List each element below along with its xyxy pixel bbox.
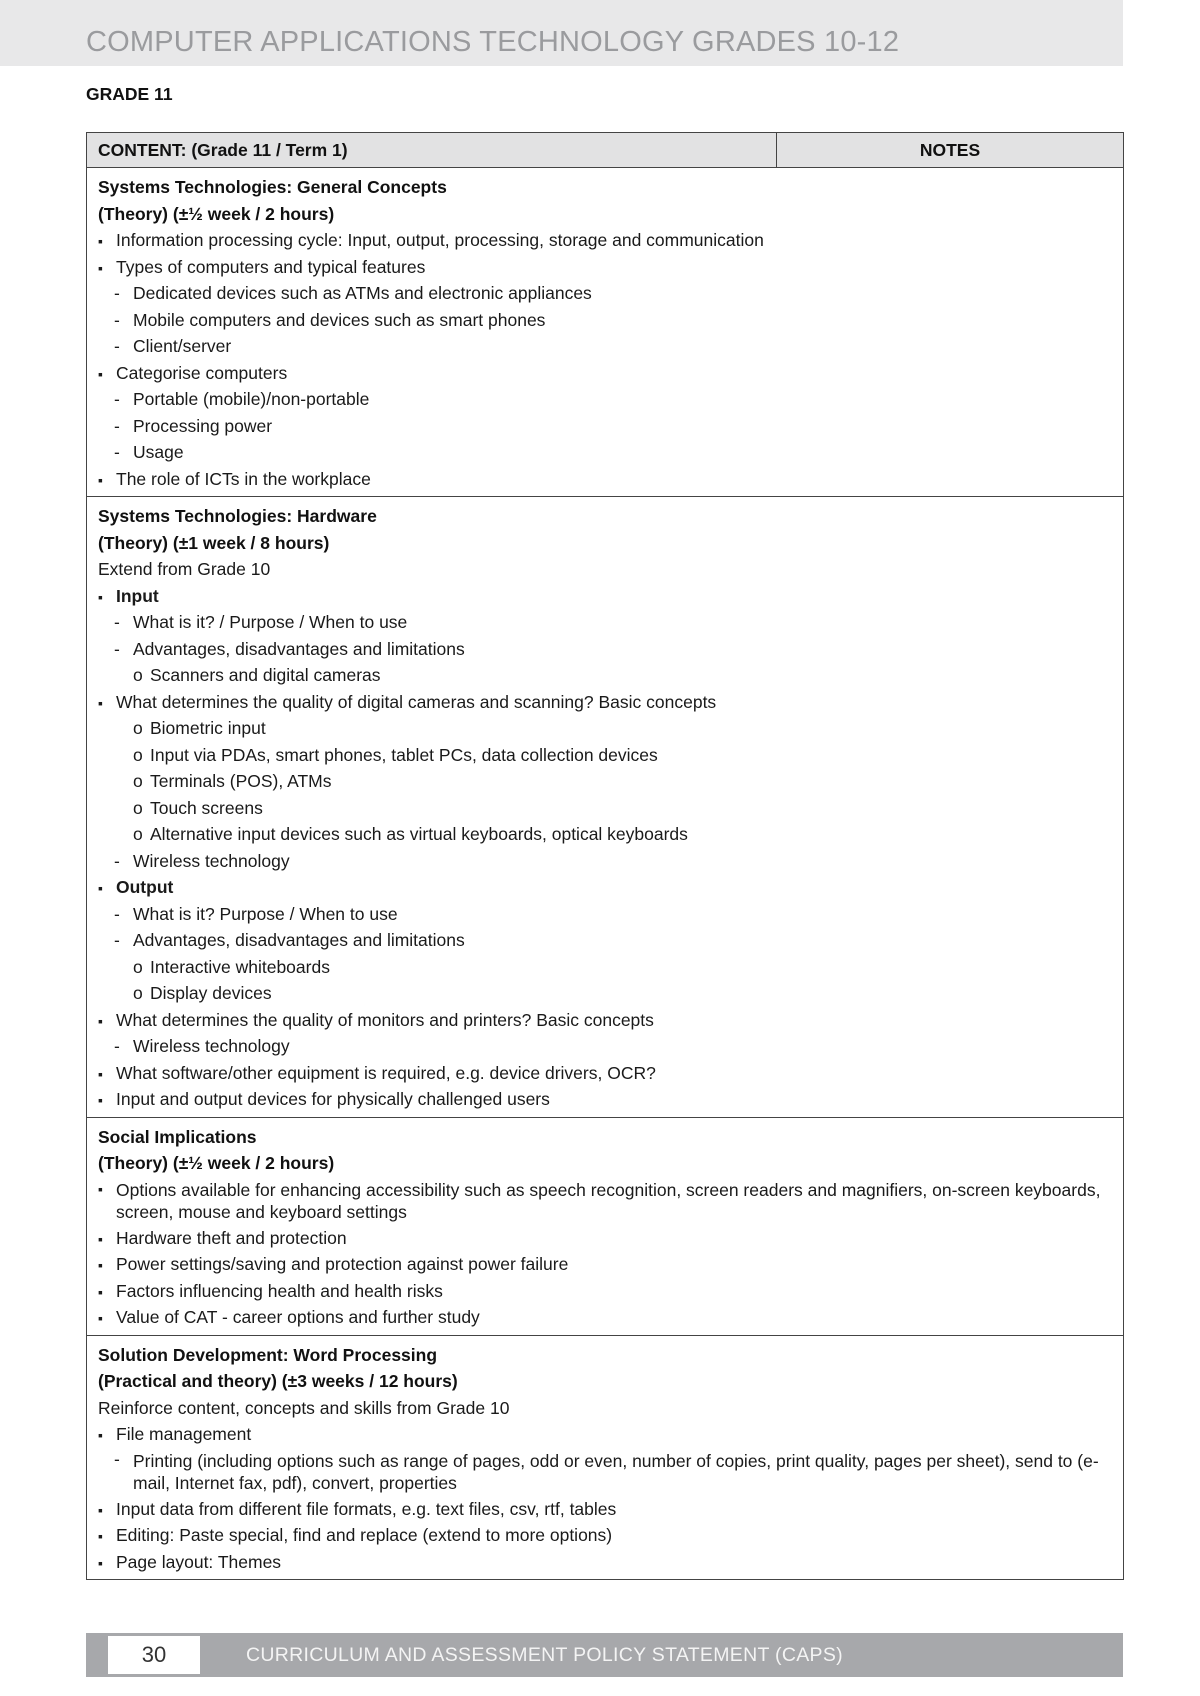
list-item	[98, 1304, 1113, 1331]
list-item	[98, 1007, 1113, 1034]
list-item	[98, 821, 1113, 848]
list-item	[98, 954, 1113, 981]
grade-heading: GRADE 11	[86, 84, 173, 104]
list-item-text: Information processing cycle: Input, output, processing, storage and communication	[116, 230, 764, 250]
dash-marker: -	[114, 850, 120, 871]
list-item-text: Output	[116, 877, 174, 897]
bullet-marker: ▪	[98, 588, 103, 605]
list-item	[98, 307, 1113, 334]
list-item-text: Usage	[133, 442, 184, 462]
list-item	[98, 1033, 1113, 1060]
list-item	[98, 280, 1113, 307]
list-item-text: Input	[116, 585, 159, 606]
dash-marker: -	[114, 1036, 120, 1056]
bullet-marker: ▪	[98, 1528, 103, 1544]
circle-marker: o	[133, 797, 143, 818]
bullet-marker: ▪	[98, 880, 103, 896]
bullet-marker: ▪	[98, 1427, 103, 1443]
section-title: Social Implications	[98, 1126, 257, 1147]
footer-text: CURRICULUM AND ASSESSMENT POLICY STATEMENT (CAPS)	[246, 1644, 843, 1666]
bullet-marker: ▪	[98, 1230, 103, 1247]
list-item	[98, 742, 1113, 769]
bullet-marker: ▪	[98, 1180, 103, 1197]
list-item-text: Client/server	[133, 336, 232, 356]
list-item	[98, 333, 1113, 360]
list-item	[98, 689, 1113, 716]
dash-marker: -	[114, 638, 120, 659]
table-header-row	[87, 133, 1124, 168]
list-item-text: Factors influencing health and health risks	[116, 1280, 443, 1301]
bullet-marker: ▪	[98, 1310, 103, 1326]
circle-marker: o	[133, 665, 143, 685]
list-item-text: Types of computers and typical features	[116, 256, 426, 277]
section-title: Systems Technologies: General Concepts	[98, 177, 447, 197]
column-header-content: CONTENT: (Grade 11 / Term 1)	[87, 133, 777, 168]
list-item	[98, 795, 1113, 822]
list-item	[98, 386, 1113, 413]
list-item-text: What software/other equipment is required, e.g. device drivers, OCR?	[116, 1062, 656, 1083]
list-item-text: Display devices	[150, 983, 272, 1003]
list-item-text: Printing (including options such as range of pages, odd or even, number of copies, print quality, pages per sheet), send to (e-mail, Internet fax, pdf), convert, properties	[133, 1450, 1099, 1493]
list-item	[98, 715, 1113, 742]
list-item-text: What is it? Purpose / When to use	[133, 903, 398, 924]
list-item-text: Options available for enhancing accessibility such as speech recognition, screen readers and magnifiers, on-screen keyboards, screen, mouse and keyboard settings	[116, 1179, 1101, 1222]
document-title: COMPUTER APPLICATIONS TECHNOLOGY GRADES 10-12	[86, 26, 900, 58]
list-item-text: What is it? / Purpose / When to use	[133, 612, 408, 632]
section-intro: Extend from Grade 10	[98, 559, 271, 579]
circle-marker: o	[133, 771, 143, 791]
list-item-text: What determines the quality of digital cameras and scanning? Basic concepts	[116, 691, 717, 712]
section-title: Systems Technologies: Hardware	[98, 506, 377, 526]
dash-marker: -	[114, 930, 120, 950]
list-item	[98, 1522, 1113, 1549]
list-item-text: Advantages, disadvantages and limitations	[133, 638, 465, 659]
section-intro: Reinforce content, concepts and skills from Grade 10	[98, 1397, 510, 1418]
circle-marker: o	[133, 718, 143, 738]
list-item	[98, 1251, 1113, 1278]
dash-marker: -	[114, 612, 120, 632]
list-item	[98, 583, 1113, 610]
list-item-text: Processing power	[133, 415, 273, 436]
section-cell	[87, 1117, 1124, 1335]
list-item-text: The role of ICTs in the workplace	[116, 468, 371, 489]
section-cell	[87, 168, 1124, 497]
list-item	[98, 439, 1113, 466]
header-band	[0, 0, 1123, 66]
list-item	[98, 662, 1113, 689]
bullet-marker: ▪	[98, 259, 103, 276]
list-item-text: Terminals (POS), ATMs	[150, 771, 332, 791]
list-item	[98, 848, 1113, 875]
section-subtitle: (Theory) (±½ week / 2 hours)	[98, 203, 335, 224]
list-item-text: Touch screens	[150, 797, 263, 818]
page-number: 30	[108, 1636, 200, 1674]
bullet-marker: ▪	[98, 1501, 103, 1518]
dash-marker: -	[114, 415, 120, 436]
section-cell	[87, 497, 1124, 1118]
list-item-text: Wireless technology	[133, 850, 290, 871]
list-item	[98, 413, 1113, 440]
list-item	[98, 1225, 1113, 1252]
table-row	[87, 1335, 1124, 1580]
dash-marker: -	[114, 903, 120, 924]
table-row	[87, 168, 1124, 497]
dash-marker: -	[114, 336, 120, 356]
list-item	[98, 927, 1113, 954]
column-header-notes: NOTES	[777, 133, 1124, 168]
list-item	[98, 360, 1113, 387]
section-subtitle: (Theory) (±½ week / 2 hours)	[98, 1153, 335, 1173]
list-item	[98, 254, 1113, 281]
list-item-text: Input via PDAs, smart phones, tablet PCs, data collection devices	[150, 744, 658, 765]
list-item-text: Advantages, disadvantages and limitations	[133, 930, 465, 950]
dash-marker: -	[114, 309, 120, 330]
list-item-text: Categorise computers	[116, 362, 288, 383]
bullet-marker: ▪	[98, 233, 103, 249]
dash-marker: -	[114, 389, 120, 409]
table-row	[87, 1117, 1124, 1335]
list-item	[98, 1496, 1113, 1523]
list-item-text: Interactive whiteboards	[150, 956, 330, 977]
list-item-text: Mobile computers and devices such as smart phones	[133, 309, 546, 330]
list-item	[98, 636, 1113, 663]
bullet-marker: ▪	[98, 1554, 103, 1571]
list-item-text: Input data from different file formats, e.g. text files, csv, rtf, tables	[116, 1498, 617, 1519]
list-item-text: Wireless technology	[133, 1036, 290, 1056]
list-item-text: Power settings/saving and protection against power failure	[116, 1254, 569, 1274]
bullet-marker: ▪	[98, 1092, 103, 1108]
bullet-marker: ▪	[98, 365, 103, 382]
list-item-text: Editing: Paste special, find and replace (extend to more options)	[116, 1525, 613, 1545]
list-item	[98, 609, 1113, 636]
list-item-text: Biometric input	[150, 718, 266, 738]
list-item-text: Value of CAT - career options and further study	[116, 1307, 480, 1327]
list-item	[98, 1421, 1113, 1448]
list-item	[98, 1086, 1113, 1113]
circle-marker: o	[133, 983, 143, 1003]
list-item	[98, 901, 1113, 928]
footer-band	[86, 1633, 1123, 1677]
list-item	[98, 466, 1113, 493]
list-item-text: Dedicated devices such as ATMs and electronic appliances	[133, 283, 592, 303]
list-item	[98, 768, 1113, 795]
circle-marker: o	[133, 956, 143, 977]
bullet-marker: ▪	[98, 694, 103, 711]
list-item	[98, 227, 1113, 254]
circle-marker: o	[133, 744, 143, 765]
list-item	[98, 1177, 1113, 1225]
section-title: Solution Development: Word Processing	[98, 1344, 438, 1365]
bullet-marker: ▪	[98, 1283, 103, 1300]
content-table	[86, 132, 1124, 1580]
dash-marker: -	[114, 283, 120, 303]
section-subtitle: (Theory) (±1 week / 8 hours)	[98, 532, 330, 553]
list-item	[98, 874, 1113, 901]
bullet-marker: ▪	[98, 1257, 103, 1273]
dash-marker: -	[114, 442, 120, 462]
dash-marker: -	[114, 1448, 120, 1469]
bullet-marker: ▪	[98, 471, 103, 488]
section-cell	[87, 1335, 1124, 1580]
list-item-text: Scanners and digital cameras	[150, 665, 381, 685]
section-subtitle: (Practical and theory) (±3 weeks / 12 hours)	[98, 1371, 458, 1391]
list-item-text: Portable (mobile)/non-portable	[133, 389, 370, 409]
list-item	[98, 980, 1113, 1007]
list-item-text: What determines the quality of monitors and printers? Basic concepts	[116, 1009, 654, 1030]
list-item-text: Page layout: Themes	[116, 1551, 282, 1572]
table-row	[87, 497, 1124, 1118]
list-item	[98, 1549, 1113, 1576]
list-item	[98, 1060, 1113, 1087]
list-item-text: Alternative input devices such as virtual keyboards, optical keyboards	[150, 824, 688, 844]
circle-marker: o	[133, 824, 143, 844]
bullet-marker: ▪	[98, 1065, 103, 1082]
list-item-text: Hardware theft and protection	[116, 1227, 347, 1248]
list-item-text: Input and output devices for physically challenged users	[116, 1089, 550, 1109]
bullet-marker: ▪	[98, 1012, 103, 1029]
list-item	[98, 1448, 1113, 1496]
list-item	[98, 1278, 1113, 1305]
list-item-text: File management	[116, 1424, 252, 1444]
